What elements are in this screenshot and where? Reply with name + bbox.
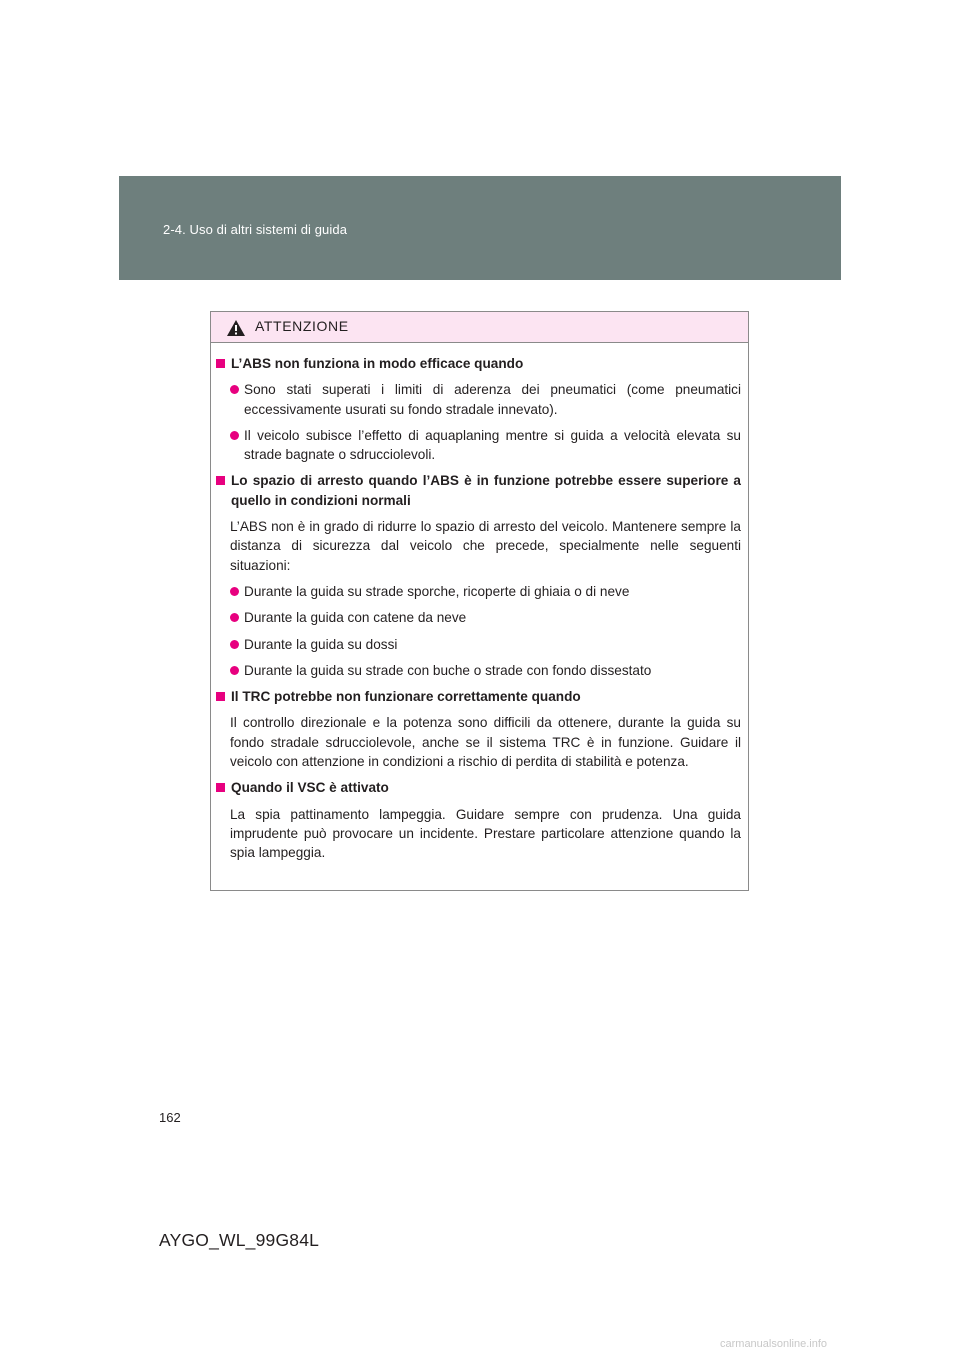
list-item: Sono stati superati i limiti di aderenza dei pneumatici (come pneumatici eccessivamente usurati su fondo stradale innevato). — [230, 380, 741, 419]
page-number: 162 — [159, 1110, 181, 1125]
section-paragraph: L’ABS non è in grado di ridurre lo spazio di arresto del veicolo. Mantenere sempre la distanza di sicurezza dal veicolo che precede, specialmente nelle seguenti situazioni: — [230, 519, 741, 573]
warning-body — [211, 343, 748, 863]
document-code: AYGO_WL_99G84L — [159, 1230, 320, 1250]
section-paragraph: La spia pattinamento lampeggia. Guidare sempre con prudenza. Una guida imprudente può provocare un incidente. Prestare particolare attenzione quando la spia lampeggia. — [230, 806, 741, 861]
warning-box — [210, 311, 749, 891]
square-bullet-icon — [216, 692, 225, 701]
list-item: Durante la guida su dossi — [230, 635, 741, 654]
circle-bullet-icon — [230, 385, 239, 394]
square-bullet-icon — [216, 783, 225, 792]
circle-bullet-icon — [230, 640, 239, 649]
list-item: Durante la guida con catene da neve — [230, 608, 741, 627]
warning-label: ATTENZIONE — [255, 318, 349, 334]
section-paragraph: Il controllo direzionale e la potenza sono difficili da ottenere, durante la guida su fondo stradale sdrucciolevole, anche se il sistema TRC è in funzione. Guidare il veicolo con attenzione in condizioni a rischio di perdita di stabilità e potenza. — [230, 715, 741, 770]
section-heading: L’ABS non funziona in modo efficace quando — [216, 354, 741, 373]
watermark: carmanualsonline.info — [720, 1338, 828, 1350]
section-title: 2-4. Uso di altri sistemi di guida — [163, 222, 348, 237]
circle-bullet-icon — [230, 666, 239, 675]
square-bullet-icon — [216, 476, 225, 485]
circle-bullet-icon — [230, 587, 239, 596]
list-item: Durante la guida su strade con buche o strade con fondo dissestato — [230, 661, 741, 680]
section-heading: Quando il VSC è attivato — [216, 778, 741, 797]
circle-bullet-icon — [230, 431, 239, 440]
section-heading: Lo spazio di arresto quando l’ABS è in funzione potrebbe essere superiore a quello in condizioni normali — [216, 471, 741, 510]
section-header-band — [119, 176, 841, 280]
circle-bullet-icon — [230, 613, 239, 622]
warning-header — [211, 312, 748, 343]
warning-triangle-icon — [226, 319, 246, 337]
list-item: Durante la guida su strade sporche, ricoperte di ghiaia o di neve — [230, 582, 741, 601]
section-heading: Il TRC potrebbe non funzionare correttamente quando — [216, 687, 741, 706]
list-item: Il veicolo subisce l’effetto di aquaplaning mentre si guida a velocità elevata su strade bagnate o sdrucciolevoli. — [230, 426, 741, 465]
square-bullet-icon — [216, 359, 225, 368]
